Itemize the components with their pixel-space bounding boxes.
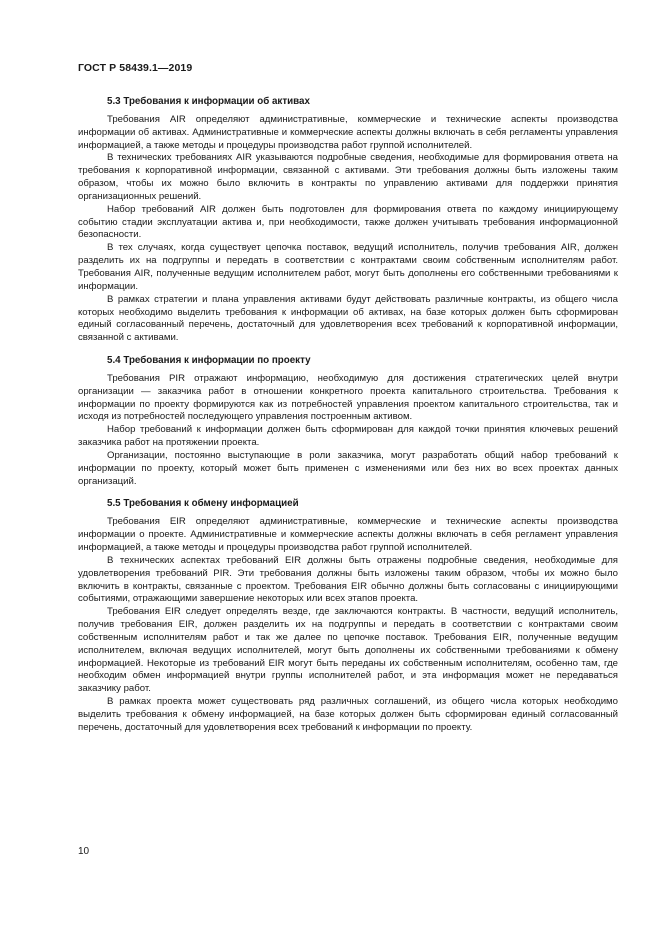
paragraph: В технических требованиях AIR указываются подробные сведения, необходимые для формирования ответа на требования к корпоративной информации, связанной с активами. Эти требования должны быть изложены таким образом, чтобы их можно было включить в контракты по управлению активами для поддержки принятия организационных решений. [78, 152, 618, 202]
paragraph: В рамках стратегии и плана управления активами будут действовать различные контракты, из общего числа которых необходимо выделить требования к информации об активах, на базе которых должен быть сформирован единый согласованный перечень, достаточный для удовлетворения всех требований к корпоративной информации, связанной с активами. [78, 293, 618, 344]
paragraph: Требования AIR определяют административные, коммерческие и технические аспекты производства информации об активах. Административные и коммерческие аспекты должны включать в себя регламенты управления информацией, а также методы и процедуры производства работ группой исполнителей. [78, 113, 618, 151]
section-5-5 [78, 498, 618, 734]
paragraph: Требования PIR отражают информацию, необходимую для достижения стратегических целей внутри организации — заказчика работ в отношении конкретного проекта капитального строительства. Требования к информации по проекту формируются как из потребностей управления проектом капитального строительства, так и исходя из потребностей последующего управления построенным активом. [78, 372, 618, 423]
paragraph: Требования EIR определяют административные, коммерческие и технические аспекты производства информации о проекте. Административные и коммерческие аспекты должны включать в себя регламент управления информацией, а также методы и процедуры производства работ группой исполнителей. [78, 516, 618, 553]
section-5-3 [78, 96, 618, 345]
section-heading: 5.3 Требования к информации об активах [107, 96, 310, 107]
document-body [78, 96, 618, 735]
section-heading: 5.5 Требования к обмену информацией [107, 498, 299, 510]
paragraph: В тех случаях, когда существует цепочка поставок, ведущий исполнитель, получив требования AIR, должен разделить их на подгруппы и передать в соответствии с контрактами своим собственным исполнителям работ. Требования AIR, полученные ведущим исполнителем работ, могут быть дополнены его собственными требованиями к информации. [78, 242, 618, 292]
paragraph: В рамках проекта может существовать ряд различных соглашений, из общего числа которых необходимо выделить требования к обмену информацией, на базе которых должен быть сформирован единый согласованный перечень, достаточный для удовлетворения всех требований к информации по проекту. [78, 696, 618, 733]
paragraph: Набор требований AIR должен быть подготовлен для формирования ответа по каждому инициирующему событию стадии эксплуатации актива и, при необходимости, также должен учитывать требования информационной безопасности. [78, 203, 618, 241]
page-number: 10 [78, 846, 90, 857]
document-header: ГОСТ Р 58439.1—2019 [78, 62, 193, 74]
paragraph: В технических аспектах требований EIR должны быть отражены подробные сведения, необходимые для удовлетворения требований PIR. Эти требования должны быть изложены таким образом, чтобы их можно было включить в контракты, связанные с проектом. Требования EIR обычно должны быть согласованы с инициирующими событиями, отражающими завершение некоторых или всех этапов проекта. [78, 554, 618, 605]
paragraph: Организации, постоянно выступающие в роли заказчика, могут разработать общий набор требований к информации по проекту, который может быть применен с изменениями или без них во всех проектах данных организаций. [78, 449, 618, 487]
paragraph: Требования EIR следует определять везде, где заключаются контракты. В частности, ведущий исполнитель, получив требования EIR, должен разделить их на подгруппы и передать в соответствии с контрактами своим собственным исполнителям работ и так же далее по цепочке поставок. Требования EIR, полученные ведущим исполнителем, включая ведущих исполнителей, могут быть дополнены их собственными требованиями к обмену информацией. Некоторые из требований EIR могут быть переданы их собственным исполнителям, особенно там, где необходим обмен информацией внутри группы исполнителей работ, и эта информация может не передаваться заказчику работ. [78, 606, 618, 695]
paragraph: Набор требований к информации должен быть сформирован для каждой точки принятия ключевых решений заказчика работ на протяжении проекта. [78, 424, 618, 449]
section-5-4 [78, 355, 618, 488]
section-heading: 5.4 Требования к информации по проекту [107, 355, 311, 367]
